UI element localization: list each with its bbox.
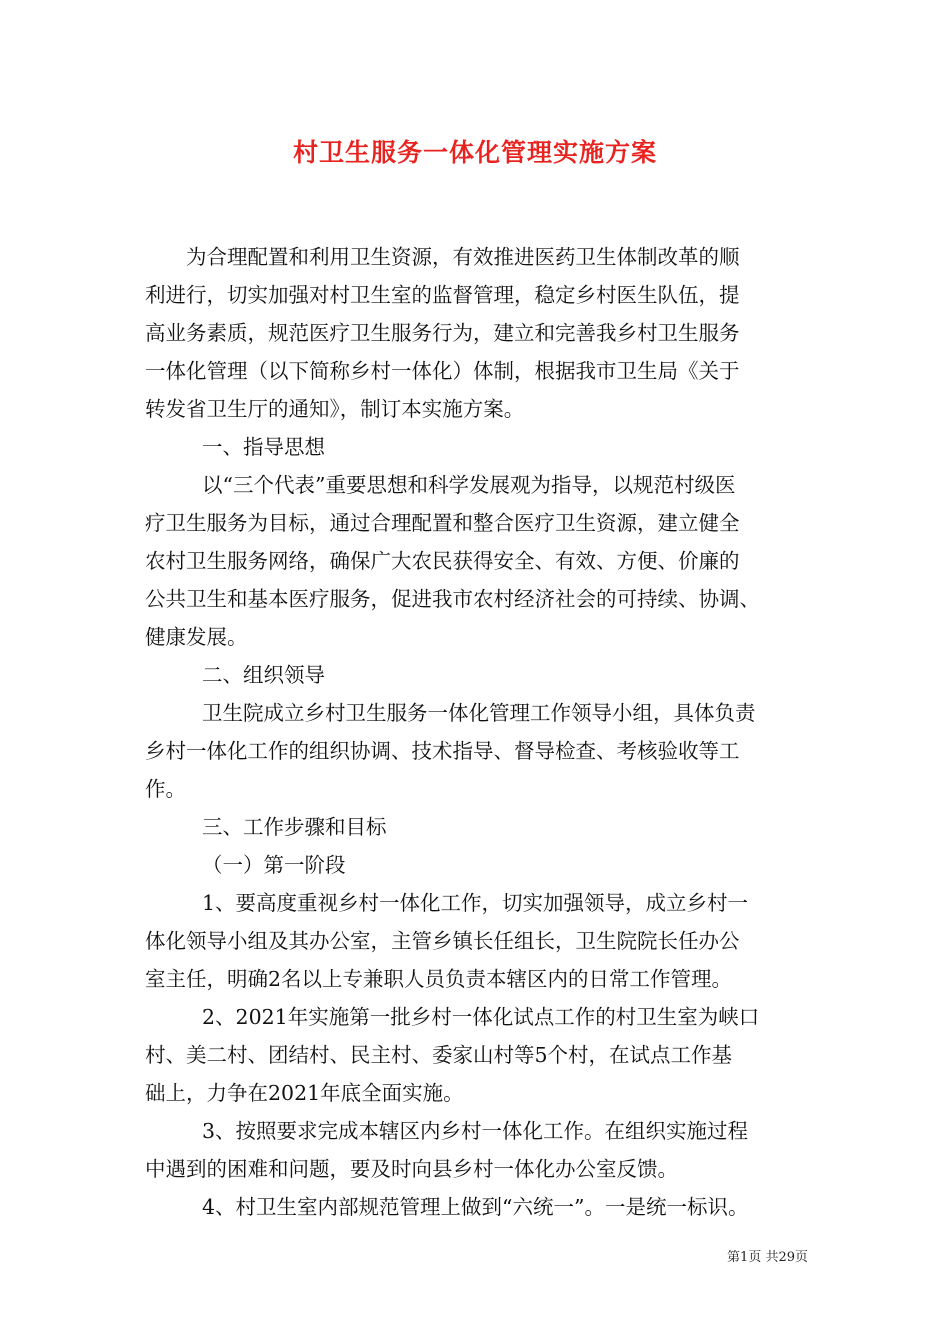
body-line: 疗卫生服务为目标，通过合理配置和整合医疗卫生资源，建立健全 — [145, 511, 740, 535]
body-line: 4、村卫生室内部规范管理上做到“六统一”。一是统一标识。 — [202, 1195, 749, 1219]
body-line: 1、要高度重视乡村一体化工作，切实加强领导，成立乡村一 — [202, 891, 749, 915]
section-heading: 三、工作步骤和目标 — [202, 815, 387, 839]
body-line: 体化领导小组及其办公室，主管乡镇长任组长，卫生院院长任办公 — [145, 929, 740, 953]
section-heading: 二、组织领导 — [202, 663, 325, 687]
body-line: 村、美二村、团结村、民主村、委家山村等5个村，在试点工作基 — [145, 1043, 733, 1067]
body-line: 3、按照要求完成本辖区内乡村一体化工作。在组织实施过程 — [202, 1119, 749, 1143]
body-line: 础上，力争在2021年底全面实施。 — [145, 1081, 464, 1105]
body-line: 中遇到的困难和问题，要及时向县乡村一体化办公室反馈。 — [145, 1157, 678, 1181]
body-line: 转发省卫生厅的通知》，制订本实施方案。 — [145, 397, 525, 421]
body-line: 利进行，切实加强对村卫生室的监督管理，稳定乡村医生队伍，提 — [145, 283, 740, 307]
body-line: 高业务素质，规范医疗卫生服务行为，建立和完善我乡村卫生服务 — [145, 321, 740, 345]
body-line: 一体化管理（以下简称乡村一体化）体制，根据我市卫生局《关于 — [145, 359, 740, 383]
subsection-heading: （一）第一阶段 — [202, 853, 346, 877]
page-number-footer: 第1页 共29页 — [727, 1250, 808, 1265]
body-line: 作。 — [145, 777, 186, 801]
body-line: 农村卫生服务网络，确保广大农民获得安全、有效、方便、价廉的 — [145, 549, 740, 573]
body-line: 乡村一体化工作的组织协调、技术指导、督导检查、考核验收等工 — [145, 739, 740, 763]
body-line: 健康发展。 — [145, 625, 248, 649]
body-line: 以“三个代表”重要思想和科学发展观为指导，以规范村级医 — [202, 473, 736, 497]
body-line: 为合理配置和利用卫生资源，有效推进医药卫生体制改革的顺 — [186, 245, 740, 269]
body-line: 室主任，明确2名以上专兼职人员负责本辖区内的日常工作管理。 — [145, 967, 733, 991]
body-line: 卫生院成立乡村卫生服务一体化管理工作领导小组，具体负责 — [202, 701, 756, 725]
body-line: 公共卫生和基本医疗服务，促进我市农村经济社会的可持续、协调、 — [145, 587, 760, 611]
document-title: 村卫生服务一体化管理实施方案 — [292, 138, 657, 167]
body-line: 2、2021年实施第一批乡村一体化试点工作的村卫生室为峡口 — [202, 1005, 760, 1029]
section-heading: 一、指导思想 — [202, 435, 325, 459]
